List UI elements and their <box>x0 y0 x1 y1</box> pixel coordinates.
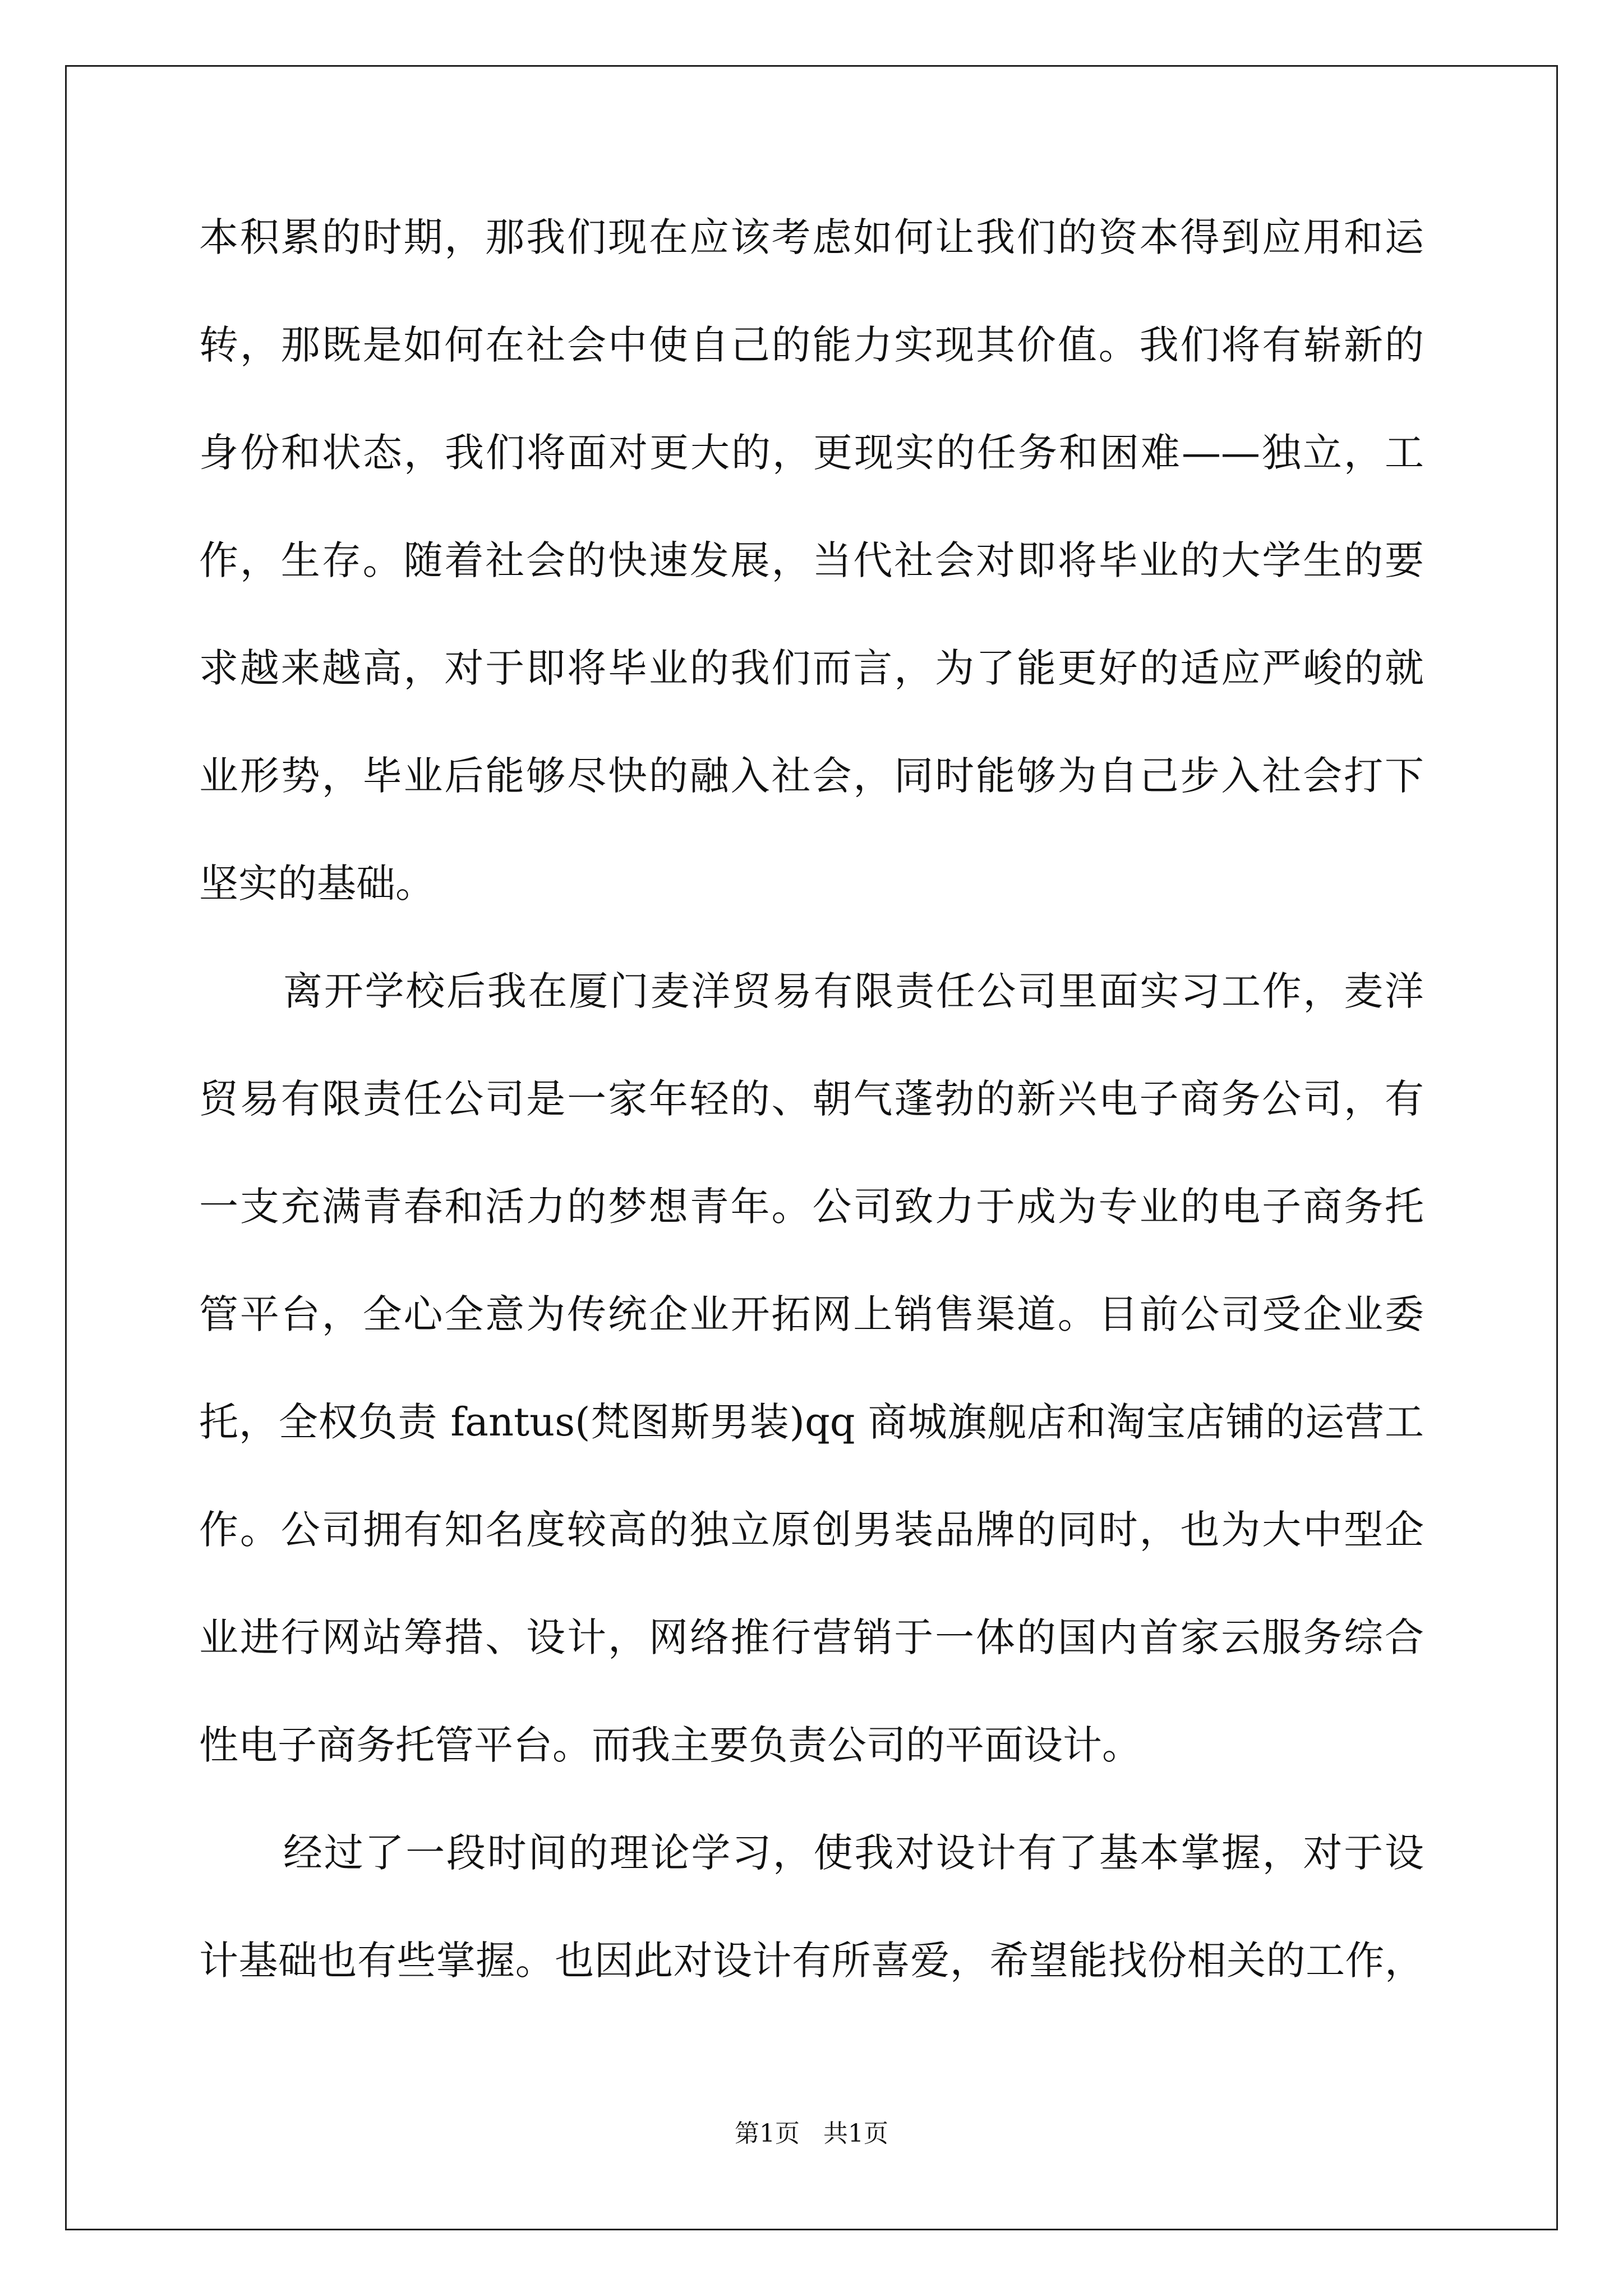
body-text-line: 身份和状态，我们将面对更大的，更现实的任务和困难——独立，工 <box>199 430 1424 476</box>
body-text-line: 转，那既是如何在社会中使自己的能力实现其价值。我们将有崭新的 <box>199 322 1424 368</box>
body-text-line: 坚实的基础。 <box>199 861 435 907</box>
body-text-line: 管平台，全心全意为传统企业开拓网上销售渠道。目前公司受企业委 <box>199 1291 1424 1337</box>
paragraph-first-line: 经过了一段时间的理论学习，使我对设计有了基本掌握，对于设 <box>283 1830 1424 1876</box>
body-text-line: 作，生存。随着社会的快速发展，当代社会对即将毕业的大学生的要 <box>199 537 1424 583</box>
paragraph-first-line: 离开学校后我在厦门麦洋贸易有限责任公司里面实习工作，麦洋 <box>283 968 1424 1014</box>
body-text-line: 贸易有限责任公司是一家年轻的、朝气蓬勃的新兴电子商务公司，有 <box>199 1076 1424 1122</box>
body-text-line: 业形势，毕业后能够尽快的融入社会，同时能够为自己步入社会打下 <box>199 753 1424 799</box>
document-body <box>199 214 1424 2049</box>
body-text-line: 性电子商务托管平台。而我主要负责公司的平面设计。 <box>199 1722 1141 1768</box>
body-text-line: 作。公司拥有知名度较高的独立原创男装品牌的同时，也为大中型企 <box>199 1507 1424 1553</box>
body-text-line: 本积累的时期，那我们现在应该考虑如何让我们的资本得到应用和运 <box>199 214 1424 260</box>
body-text-line: 托，全权负责 fantus(梵图斯男装)qq 商城旗舰店和淘宝店铺的运营工 <box>199 1399 1424 1445</box>
page-number: 第1页 共1页 <box>735 2119 888 2148</box>
body-text-line: 一支充满青春和活力的梦想青年。公司致力于成为专业的电子商务托 <box>199 1184 1424 1230</box>
body-text-line: 业进行网站筹措、设计，网络推行营销于一体的国内首家云服务综合 <box>199 1614 1424 1660</box>
body-text-line: 求越来越高，对于即将毕业的我们而言，为了能更好的适应严峻的就 <box>199 645 1424 691</box>
body-text-line: 计基础也有些掌握。也因此对设计有所喜爱，希望能找份相关的工作， <box>199 1938 1424 1984</box>
page-footer <box>0 2119 1623 2148</box>
